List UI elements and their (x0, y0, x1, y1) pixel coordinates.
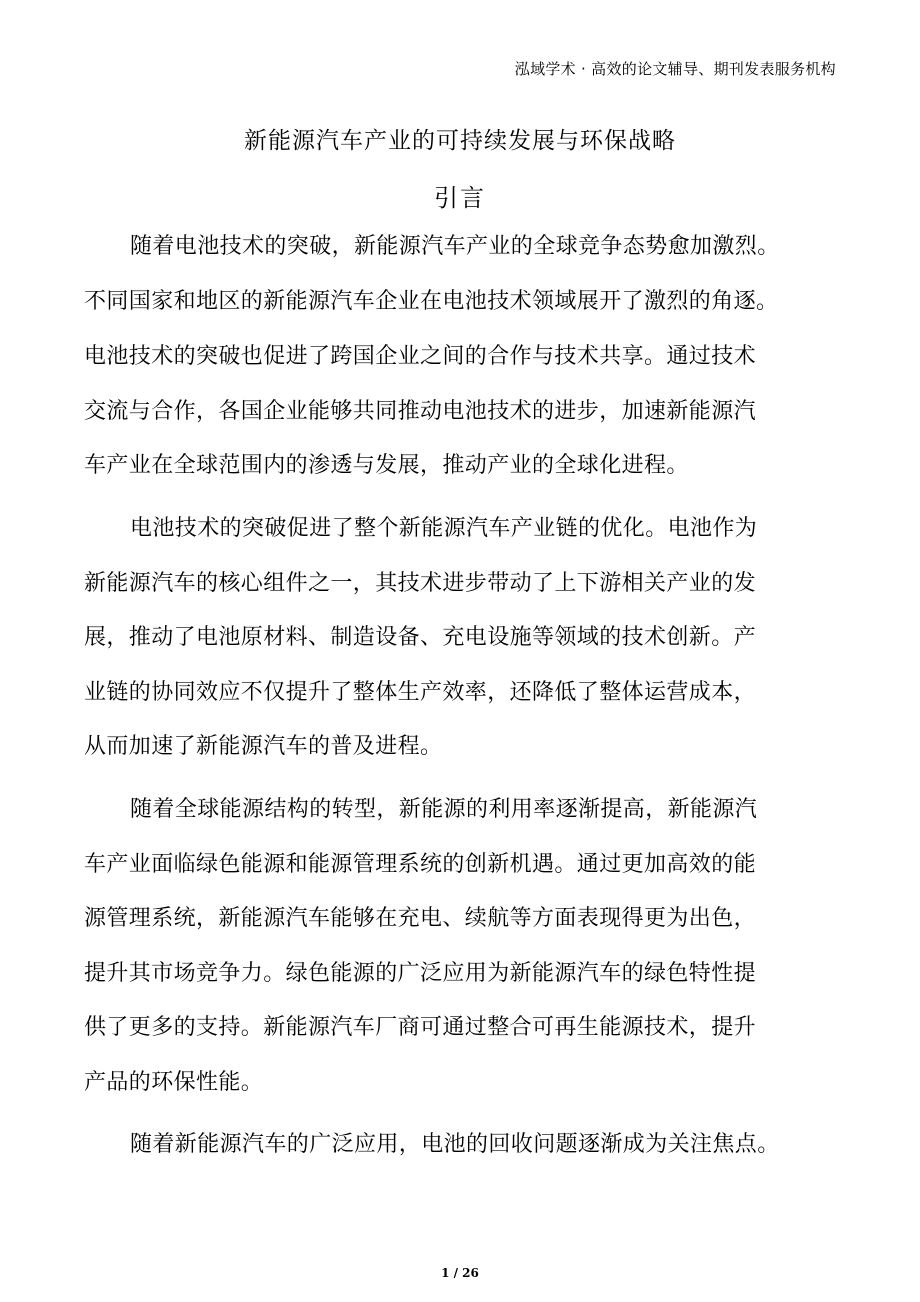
paragraph-line: 产品的环保性能。 (84, 1070, 264, 1095)
paragraph-line: 车产业在全球范围内的渗透与发展，推动产业的全球化进程。 (84, 453, 689, 478)
paragraph-line: 随着电池技术的突破，新能源汽车产业的全球竞争态势愈加激烈。 (130, 234, 780, 259)
paragraph-line: 电池技术的突破促进了整个新能源汽车产业链的优化。电池作为 (130, 516, 758, 541)
paragraph-line: 新能源汽车的核心组件之一，其技术进步带动了上下游相关产业的发 (84, 571, 757, 596)
page-header: 泓域学术 · 高效的论文辅导、期刊发表服务机构 (514, 60, 836, 78)
paragraph-line: 提升其市场竞争力。绿色能源的广泛应用为新能源汽车的绿色特性提 (84, 961, 757, 986)
paragraph-line: 随着全球能源结构的转型，新能源的利用率逐渐提高，新能源汽 (130, 797, 758, 822)
paragraph-line: 源管理系统，新能源汽车能够在充电、续航等方面表现得更为出色， (84, 906, 757, 931)
paragraph-line: 电池技术的突破也促进了跨国企业之间的合作与技术共享。通过技术 (84, 344, 757, 369)
paragraph-line: 不同国家和地区的新能源汽车企业在电池技术领域展开了激烈的角逐。 (84, 289, 779, 314)
paragraph-line: 业链的协同效应不仅提升了整体生产效率，还降低了整体运营成本， (84, 680, 757, 705)
paragraph-line: 交流与合作，各国企业能够共同推动电池技术的进步，加速新能源汽 (84, 399, 757, 424)
paragraph-line: 随着新能源汽车的广泛应用，电池的回收问题逐渐成为关注焦点。 (130, 1132, 780, 1157)
paragraph-line: 展，推动了电池原材料、制造设备、充电设施等领域的技术创新。产 (84, 625, 757, 650)
section-heading: 引言 (434, 184, 486, 212)
page-number: 1 / 26 (441, 1266, 479, 1280)
paragraph-line: 从而加速了新能源汽车的普及进程。 (84, 734, 443, 759)
paragraph-line: 车产业面临绿色能源和能源管理系统的创新机遇。通过更加高效的能 (84, 852, 757, 877)
document-title: 新能源汽车产业的可持续发展与环保战略 (244, 128, 676, 154)
paragraph-line: 供了更多的支持。新能源汽车厂商可通过整合可再生能源技术，提升 (84, 1015, 757, 1040)
